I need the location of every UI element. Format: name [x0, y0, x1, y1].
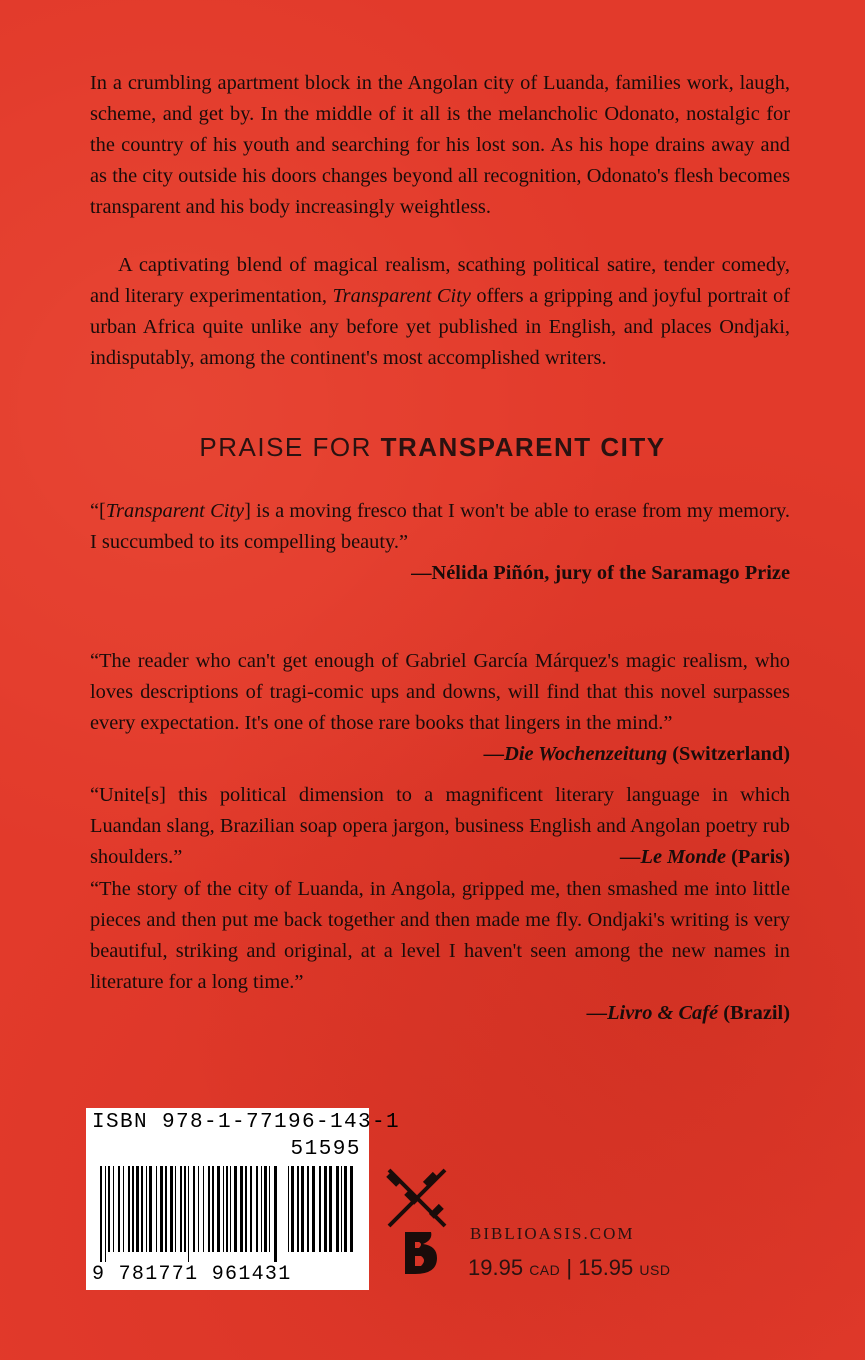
addon-barcode-bars	[288, 1166, 354, 1262]
blurb-paragraph-2	[90, 250, 790, 374]
quote-2	[90, 646, 790, 770]
blurb-p2-end: offers a gripping and joyful portrait of urban Africa quite unlike any before yet published in English, and places Ondjaki, indisputably, among the continent's most accomplished writers.	[90, 285, 790, 369]
price-usd: 15.95	[578, 1255, 634, 1280]
usd-label: USD	[639, 1262, 671, 1278]
isbn-text: ISBN 978-1-77196-143-1	[92, 1111, 401, 1134]
quote-2-attribution	[484, 739, 790, 770]
barcode-number: 9 781771 961431	[92, 1263, 292, 1286]
quote-4	[90, 874, 790, 1029]
quote-1-attribution: —Nélida Piñón, jury of the Saramago Prize	[411, 562, 790, 584]
quote-1	[90, 496, 790, 589]
quote-4-text: “The story of the city of Luanda, in Angola, gripped me, then smashed me into little pieces and then put me back together and then made me fly. Ondjaki's writing is very beautiful, striking and original, at a level I haven't seen among the new names in literature for a long time.”	[90, 878, 790, 993]
price-code: 51595	[290, 1138, 361, 1161]
price-separator: |	[566, 1255, 573, 1280]
isbn-barcode	[86, 1108, 401, 1290]
quote-open: “[	[90, 500, 106, 522]
praise-title: TRANSPARENT CITY	[380, 432, 666, 462]
cad-label: CAD	[529, 1262, 561, 1278]
quote-4-place: (Brazil)	[718, 1002, 790, 1024]
quote-3-text: “Unite[s] this political dimension to a magnificent literary language in which Luandan slang, Brazilian soap opera jargon, business English and Angolan poetry rub shoulders.”	[90, 784, 790, 868]
quote-3	[90, 780, 790, 873]
quote-book-title: Transparent City	[105, 500, 245, 522]
barcode-bars	[100, 1166, 280, 1262]
blurb-p2-start: A captivating blend of magical realism, scathing political satire, tender comedy, and literary experimentation,	[90, 254, 790, 307]
biblioasis-windmill-logo	[385, 1162, 455, 1282]
quote-1-body: ] is a moving fresco that I won't be able to erase from my memory. I succumbed to its compelling beauty.”	[90, 500, 790, 553]
book-title: Transparent City	[332, 285, 471, 307]
price-cad: 19.95	[468, 1255, 524, 1280]
quote-3-source: —Le Monde	[620, 846, 727, 868]
praise-heading	[0, 432, 865, 463]
quote-3-place: (Paris)	[726, 846, 790, 868]
quote-4-attribution	[90, 998, 790, 1029]
blurb-paragraph-1: In a crumbling apartment block in the Angolan city of Luanda, families work, laugh, scheme, and get by. In the middle of it all is the melancholic Odonato, nostalgic for the country of his youth and searching for his lost son. As his hope drains away and as the city outside his doors changes beyond all recognition, Odonato's flesh becomes transparent and his body increasingly weightless.	[90, 72, 790, 218]
quote-3-attribution	[620, 842, 790, 873]
praise-lead: PRAISE FOR	[199, 432, 381, 462]
publisher-website: BIBLIOASIS.COM	[470, 1224, 635, 1243]
price-line	[468, 1255, 670, 1281]
quote-2-source: —Die Wochenzeitung	[483, 743, 668, 765]
quote-2-text: “The reader who can't get enough of Gabriel García Márquez's magic realism, who loves descriptions of tragi-comic ups and downs, will find that this novel surpasses every expectation. It's one of those rare books that lingers in the mind.”	[90, 650, 790, 734]
quote-4-source: —Livro & Café	[586, 1002, 719, 1024]
quote-1-text	[90, 496, 790, 558]
quote-2-place: (Switzerland)	[667, 743, 790, 765]
